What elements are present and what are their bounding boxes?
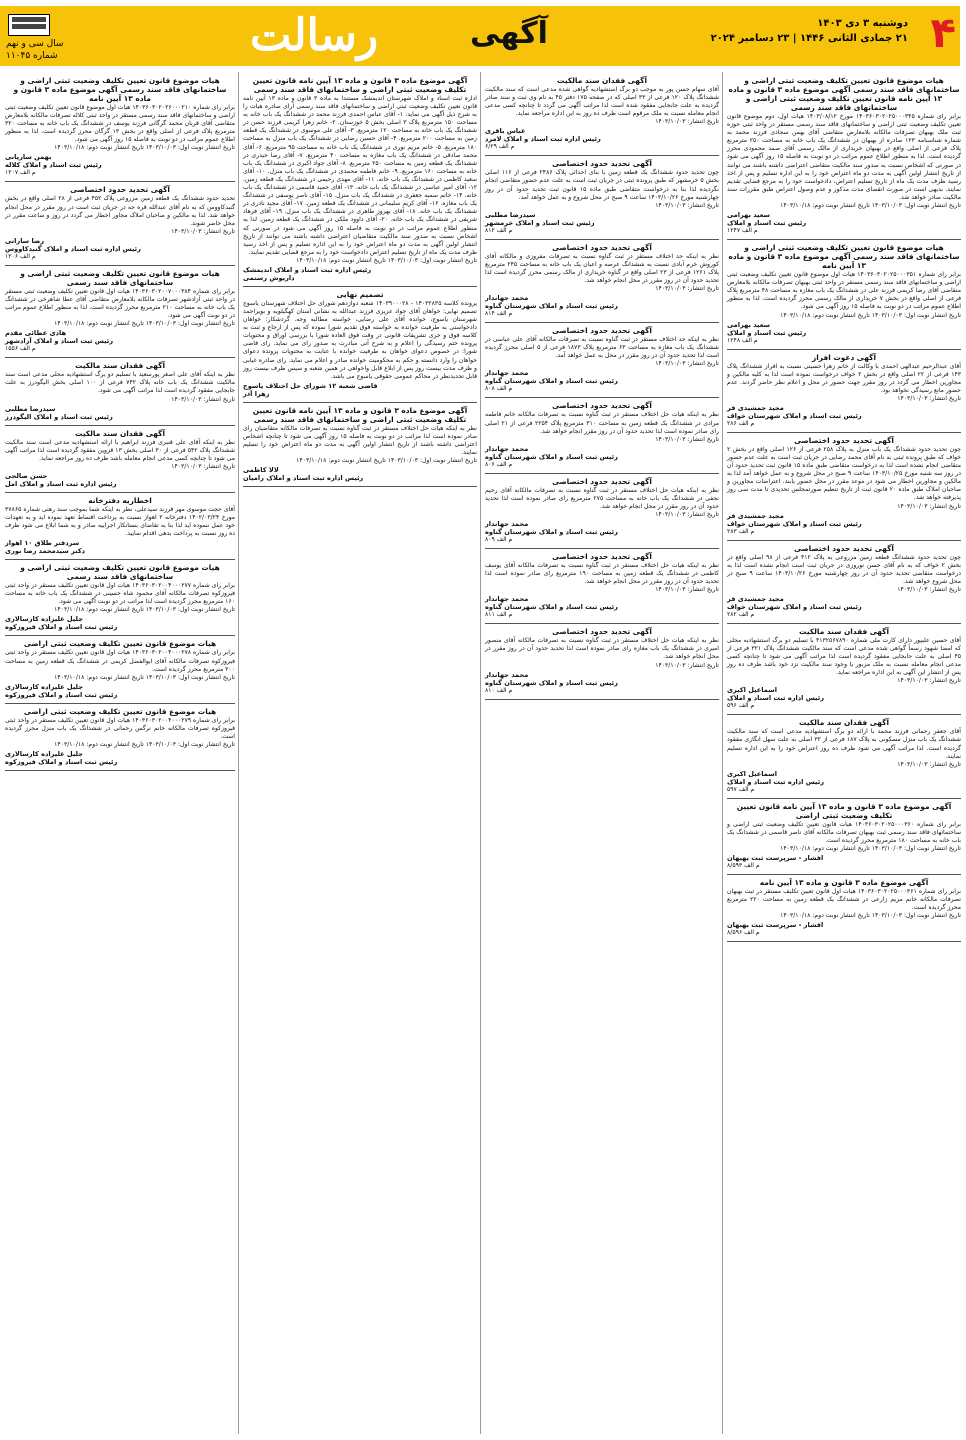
legal-notice: [5, 639, 235, 698]
notice-reference: م الف ۲۸۲: [727, 610, 755, 618]
notice-divider: [243, 486, 477, 487]
notice-title: هیات موضوع قانون تعیین تکلیف وضعیت ثبتی اراضی: [23, 639, 217, 649]
columns: [0, 72, 966, 1440]
notice-divider: [727, 874, 961, 875]
notice-date: تاریخ انتشار نوبت اول: ۱۴۰۳/۱۰/۰۳ تاریخ انتشار نوبت دوم: ۱۴۰۳/۱۰/۱۸: [54, 144, 235, 152]
legal-notice: [485, 76, 719, 151]
notice-title: اخطاریه دفترخانه: [88, 495, 152, 505]
date-line-1: دوشنبه ۳ دی ۱۴۰۳: [817, 18, 908, 29]
notice-title: آگهی فقدان سند مالکیت: [557, 76, 647, 85]
legal-notice: [5, 429, 235, 488]
notice-organization: رئیس ثبت اسناد و املاک شهرستان گناوه: [485, 603, 618, 612]
notice-organization: دکتر سیدمحمد رضا نوری: [5, 547, 86, 556]
legal-notice: [243, 406, 477, 482]
masthead: [0, 0, 966, 72]
column-3: [240, 72, 480, 1440]
notice-reference: م الف ۱۲۴۸: [727, 336, 758, 344]
notice-body: نظر به اینکه حد اختلاف مستقر در ثبت گناوه نسبت به تصرفات مالکانه آقای علی عباسی در ششدانگ یک باب مغازه به مساحت ۶۳ مترمربع پلاک ۱۸۷۳ فرعی از ۵ اصلی محرز گردیده است لذا تحدید حدود آن در روز مقرر در محل به عمل خواهد آمد.: [485, 336, 720, 360]
legal-notice: [485, 159, 719, 234]
notice-divider: [5, 703, 235, 704]
notice-signatory: سردفتر طلاق ۱۰ اهواز: [5, 539, 80, 548]
notice-date: تاریخ انتشار: ۱۴۰۳/۱۰/۰۳: [655, 360, 719, 368]
legal-notice: [727, 718, 961, 793]
notice-body: نظر به اینکه هیات حل اختلاف مستقر در ثبت گناوه نسبت به تصرفات مالکانه خانم فاطمه مرادی در ششدانگ یک قطعه زمین به مساحت ۳۱۰ مترمربع پلاک ۲۲۵۴ فرعی از ۲۱ اصلی رای صادر نموده است لذا تحدید حدود آن در روز مقرر انجام خواهد شد.: [485, 411, 719, 435]
column-1: [724, 72, 964, 1440]
legal-notice: [727, 544, 961, 619]
notice-organization: رئیس اداره ثبت اسناد و املاک: [727, 694, 824, 703]
notice-divider: [5, 635, 235, 636]
notice-divider: [5, 492, 235, 493]
notice-title: تصمیم نهایی: [336, 289, 384, 299]
notice-signatory: هادی عطائی مقدم: [5, 329, 67, 338]
date-line-2: ۲۱ جمادی الثانی ۱۴۴۶ | ۲۳ دسامبر ۲۰۲۴: [710, 33, 908, 44]
legal-notice: [5, 707, 235, 766]
notice-body: آقای حسین علیپور دارای کارت ملی شماره ۴۱۳۲۵۶۷۸۹۰ با تسلیم دو برگ استشهادیه محلی که امضا شهود رسماً گواهی شده مدعی است که سند مالکیت ششدانگ پلاک ۳۲۱ فرعی از ۴۵ اصلی به علت جابجایی مفقود گردیده است لذا مراتب آگهی می شود تا چنانچه کسی مدعی انجام معامله نسبت به ملک مزبور یا وجود سند مالکیت نزد خود باشد ظرف ده روز پس از انتشار این آگهی به این اداره مراجعه نماید.: [727, 636, 961, 677]
notice-signatory: سیدرضا مطلبی: [5, 404, 56, 413]
notice-body: برابر رای شماره ۱۴۰۳۶۰۳۰۲۰۲۶۰۰۰۲۱۰ هیات اول موضوع قانون تعیین تکلیف وضعیت ثبتی اراضی و ساختمانهای فاقد سند رسمی مستقر در واحد ثبتی کلاله تصرفات مالکانه بلامعارض متقاضی آقای قربان محمد گرگانی فرزند یوسف در ششدانگ یک باب خانه به مساحت ۳۲۰ مترمربع پلاک فرعی از اصلی واقع در بخش ۱۳ گرگان محرز گردیده است. لذا به منظور اطلاع عموم مراتب در دو نوبت به فاصله ۱۵ روز آگهی می شود.: [5, 104, 235, 144]
notice-organization: رئیس ثبت اسناد و املاک شهرستان خواف: [727, 411, 862, 420]
notice-divider: [485, 397, 719, 398]
notice-organization: رئیس اداره ثبت اسناد و املاک امل: [5, 479, 117, 488]
notice-date: تاریخ انتشار نوبت اول: ۱۴۰۳/۱۰/۰۳ تاریخ انتشار نوبت دوم: ۱۴۰۳/۱۰/۱۸: [780, 845, 961, 853]
notice-reference: م الف ۸۱۲: [485, 226, 513, 234]
notice-organization: رئیس ثبت اسناد و املاک فیروزکوه: [5, 758, 118, 766]
notice-divider: [727, 540, 961, 541]
notice-title: آگهی موضوع ماده ۳ قانون و ماده ۱۳ آیین نامه قانون تعیین تکلیف وضعیت ثبتی اراضی و ساختمانهای فاقد سند رسمی: [252, 405, 468, 424]
notice-signatory: مجید جمشیدی فر: [727, 594, 784, 603]
notice-organization: زهرا آذر: [243, 389, 270, 398]
notice-signatory: جلیل علیزاده کارسالاری: [5, 750, 83, 758]
notice-divider: [5, 181, 235, 182]
notice-title: آگهی موضوع ماده ۳ قانون و ماده ۱۳ آیین نامه قانون تعیین تکلیف وضعیت ثبتی اراضی: [736, 801, 952, 820]
notice-organization: رئیس اداره ثبت اسناد و املاک رامیان: [243, 474, 364, 483]
notice-body: نظر به اینکه هیات حل اختلاف مستقر در ثبت گناوه نسبت به تصرفات مالکانه آقای رحیم نجفی در ششدانگ یک باب خانه به مساحت ۲۷۵ مترمربع رای صادر نموده است لذا تحدید حدود آن در روز مقرر در محل انجام خواهد شد.: [485, 486, 719, 510]
notice-date: تاریخ انتشار: ۱۴۰۳/۱۰/۰۳: [655, 118, 719, 126]
notice-title: هیات موضوع قانون تعیین تکلیف وضعیت ثبتی اراضی و ساختمانهای فاقد سند رسمی: [20, 563, 220, 582]
notice-organization: رئیس ثبت اسناد و املاک آزادشهر: [5, 337, 114, 346]
notice-date: تاریخ انتشار: ۱۴۰۳/۱۰/۰۳: [655, 510, 719, 518]
notice-organization: رئیس اداره ثبت اسناد و املاک لامرد: [485, 135, 601, 144]
notice-title: آگهی تحدید حدود اختصاصی: [552, 551, 652, 561]
notice-reference: م الف ۸۱۰: [485, 686, 513, 694]
notice-body: اداره ثبت اسناد و املاک شهرستان اندیمشک مستندا به ماده ۳ قانون و ماده ۱۳ آیین نامه قانون تعیین تکلیف وضعیت ثبتی اراضی و ساختمانهای فاقد سند رسمی آرای صادره هیات را به شرح ذیل آگهی می نماید: ۱- آقای عباس احمدی فرزند محمد در ششدانگ یک باب خانه به مساحت ۱۵۰ مترمربع پلاک ۳ اصلی بخش ۵ خوزستان. ۲- خانم زهرا کریمی فرزند حسن در ششدانگ یک باب خانه به مساحت ۱۲۰ مترمربع. ۳- آقای علی موسوی در ششدانگ یک قطعه زمین به مساحت ۲۰۰ مترمربع. ۴- آقای حسین رضایی در ششدانگ یک باب منزل به مساحت ۱۸۰ مترمربع. ۵- خانم مریم نوری در ششدانگ یک باب خانه به مساحت ۹۵ مترمربع. ۶- آقای محمد صادقی در ششدانگ یک باب مغازه به مساحت ۴۰ مترمربع. ۷- آقای رضا حیدری در ششدانگ یک قطعه زمین به مساحت ۲۵۰ مترمربع. ۸- آقای جواد اکبری در ششدانگ یک باب خانه به مساحت ۱۶۰ مترمربع. ۹- خانم فاطمه محمدی در ششدانگ یک باب منزل. ۱۰- آقای سعید کاظمی در ششدانگ یک باب خانه. ۱۱- آقای مهدی رحیمی در ششدانگ یک قطعه زمین. ۱۲- آقای امیر عباسی در ششدانگ یک باب خانه. ۱۳- آقای حمید قاسمی در ششدانگ یک باب خانه. ۱۴- خانم سمیه جعفری در ششدانگ یک باب منزل. ۱۵- آقای ناصر یوسفی در ششدانگ یک باب مغازه. ۱۶- آقای کریم سلیمانی در ششدانگ یک قطعه زمین. ۱۷- آقای مجید نادری در ششدانگ یک باب خانه. ۱۸- آقای بهروز طاهری در ششدانگ یک باب منزل. ۱۹- آقای فرهاد شریفی در ششدانگ یک باب خانه. ۲۰- آقای داوود ملکی در ششدانگ یک قطعه زمین. لذا به منظور اطلاع عموم مراتب در دو نوبت به فاصله ۱۵ روز آگهی می شود در صورتی که اشخاص نسبت به صدور سند مالکیت متقاضیان اعتراضی داشته باشند می توانند از تاریخ انتشار اولین آگهی به مدت دو ماه اعتراض خود را به این اداره تسلیم و پس از اخذ رسید ظرف مدت یک ماه از تاریخ تسلیم اعتراض دادخواست خود را به مرجع قضایی تقدیم نمایند.: [243, 95, 478, 256]
legal-notice: [485, 477, 719, 544]
notice-title: آگهی تحدید حدود اختصاصی: [794, 543, 894, 553]
notice-signatory: بهمن ساریانی: [5, 153, 52, 162]
notice-reference: م الف ۸۰۶: [485, 460, 513, 468]
notice-signatory: افشار - سرپرست ثبت بهبهان: [727, 921, 824, 930]
notice-body: چون تحدید حدود ششدانگ قطعه زمین مزروعی به پلاک ۴۱۲ فرعی از ۹۸ اصلی واقع در بخش ۲ خواف که به نام آقای حسن نوروزی در جریان ثبت است انجام نشده است لذا به درخواست متقاضی تحدید حدود آن در روز چهارشنبه مورخ ۱۴۰۳/۱۰/۲۶ ساعت ۹ صبح در محل شروع خواهد شد.: [727, 553, 961, 585]
notice-divider: [727, 941, 961, 942]
notice-body: تحدید حدود ششدانگ یک قطعه زمین مزروعی پلاک ۴۵۲ فرعی از ۲۸ اصلی واقع در بخش گنبدکاووس که به نام آقای عبدالله قره جه در جریان ثبت است در روز مقرر در محل انجام خواهد شد. لذا به مالکین و صاحبان املاک مجاور اخطار می گردد در روز و ساعت مقرر در محل حاضر شوند.: [5, 195, 235, 227]
notice-title: آگهی تحدید حدود اختصاصی: [552, 159, 652, 169]
notice-reference: م الف ۱۵۵۶: [5, 345, 36, 353]
notice-date: تاریخ انتشار: ۱۴۰۳/۱۰/۰۳: [655, 586, 719, 594]
notice-title: آگهی فقدان سند مالکیت: [75, 361, 165, 371]
notice-organization: رئیس ثبت اسناد و املاک شهرستان گناوه: [485, 678, 618, 687]
notice-divider: [485, 473, 719, 474]
notice-divider: [727, 798, 961, 799]
notice-body: چون تحدید حدود ششدانگ یک باب منزل به پلاک ۲۵۸ فرعی از ۱۲۶ اصلی واقع در بخش ۲ خواف که طبق پرونده ثبتی به نام آقای محمد رضایی در جریان ثبت است به علت عدم حضور متقاضی انجام نشده است لذا به درخواست متقاضی طبق ماده ۱۵ قانون ثبت تحدید حدود آن در روز سه شنبه مورخ ۱۴۰۳/۱۰/۲۵ ساعت ۹ صبح در محل شروع و به عمل خواهد آمد لذا به مالکین و مجاورین اخطار می شود در موعد مقرر در محل حضور یابند. اعتراضات مجاورین و صاحبان املاک طبق ماده ۲۰ قانون ثبت از تاریخ تنظیم صورتمجلس تحدیدی تا مدت سی روز پذیرفته خواهد شد.: [727, 445, 961, 502]
notice-signatory: مجید جمشیدی فر: [727, 403, 784, 412]
notice-body: آقای جعفر رحمانی فرزند محمد با ارائه دو برگ استشهادیه مدعی است که سند مالکیت ششدانگ یک باب منزل مسکونی به پلاک ۱۸۷ فرعی از ۳۲ اصلی به علت سهل انگاری مفقود گردیده است. لذا مراتب آگهی می شود ظرف ده روز اعتراض خود را به این اداره تسلیم نمایند.: [727, 728, 962, 760]
notice-body: برابر رای شماره ۱۴۰۳۶۰۳۰۲۰۰۴۰۰۰۲۷۸ هیات اول قانون تعیین تکلیف مستقر در واحد ثبتی فیروزکوه تصرفات مالکانه آقای ابوالفضل کریمی در ششدانگ یک قطعه زمین به مساحت ۳۰۰ مترمربع محرز گردیده است.: [5, 649, 235, 673]
notice-divider: [243, 402, 477, 403]
notice-divider: [5, 357, 235, 358]
notice-reference: م الف ۸۱۱: [485, 611, 513, 619]
notice-date: تاریخ انتشار: ۱۴۰۳/۱۰/۰۳: [897, 760, 961, 768]
notice-organization: رئیس ثبت اسناد و املاک شهرستان گناوه: [485, 527, 618, 536]
notice-divider: [727, 714, 961, 715]
legal-notice: [243, 76, 477, 282]
notice-signatory: محمد جهاندار: [485, 595, 529, 604]
notice-signatory: عباس باقری: [485, 127, 526, 136]
notice-title: هیات موضوع قانون تعیین تکلیف وضعیت ثبتی اراضی: [23, 706, 217, 716]
notice-body: پرونده کلاسه ۱۴۰۳۲۸۳۵ - ۱۴۰۳۹۰۰۰۲۸ شعبه دوازدهم شورای حل اختلاف شهرستان یاسوج تصمیم نهایی: خواهان آقای جواد عزیزی فرزند عبدالله به نشانی استان کهگیلویه و بویراحمد شهرستان یاسوج، خوانده آقای علی رضایی، خواسته مطالبه وجه. گردشکار: خواهان دادخواستی به طرفیت خوانده به خواسته فوق تقدیم شورا نموده که پس از ارجاع و ثبت به کلاسه فوق و جری تشریفات قانونی در وقت فوق العاده شورا با بررسی اوراق و محتویات پرونده ختم رسیدگی را اعلام و به شرح آتی مبادرت به صدور رای می نماید. رای قاضی شورا: در خصوص دعوای خواهان به طرفیت خوانده با عنایت به محتویات پرونده دعوای خواهان را وارد دانسته و حکم به محکومیت خوانده صادر و اعلام می نماید. رای صادره غیابی و ظرف مدت بیست روز پس از ابلاغ قابل واخواهی در همین شعبه و سپس ظرف بیست روز قابل تجدیدنظر در محاکم عمومی حقوقی یاسوج می باشد.: [243, 299, 478, 380]
notice-signatory: اسماعیل اکبری: [727, 686, 777, 695]
notice-signatory: سعید بهرامی: [727, 211, 770, 220]
notice-signatory: سعید بهرامی: [727, 320, 770, 329]
notice-body: برابر رای شماره ۱۴۰۳۶۰۳۰۲۰۰۷۰۰۰۳۸۴ هیات اول قانون تعیین تکلیف وضعیت ثبتی مستقر در واحد ثبتی آزادشهر تصرفات مالکانه بلامعارض متقاضی آقای عطا شاهرخی در ششدانگ یک باب خانه به مساحت ۲۱۰ مترمربع محرز گردیده است. لذا به منظور اطلاع عموم مراتب در دو نوبت آگهی می شود.: [5, 287, 235, 320]
legal-notice: [5, 361, 235, 420]
section-title: آگهی: [470, 16, 548, 51]
notice-signatory: رئیس اداره ثبت اسناد و املاک اندیمشک: [243, 265, 372, 274]
notice-date: تاریخ انتشار نوبت اول: ۱۴۰۳/۱۰/۰۳ تاریخ انتشار نوبت دوم: ۱۴۰۳/۱۰/۱۸: [54, 673, 235, 681]
legal-notice: [727, 353, 961, 428]
notice-signatory: رضا سارانی: [5, 236, 45, 245]
notice-date: تاریخ انتشار: ۱۴۰۳/۱۰/۰۳: [171, 227, 235, 235]
notice-divider: [727, 239, 961, 240]
notice-title: آگهی موضوع ماده ۳ قانون و ماده ۱۳ آیین نامه قانون تعیین تکلیف وضعیت ثبتی اراضی و ساختمانهای فاقد سند رسمی: [252, 76, 468, 94]
notice-body: نظر به اینکه حد اختلاف مستقر در ثبت گناوه نسبت به تصرفات مفروزی و مالکانه آقای کوروش خرم آبادی نسبت به ششدانگ عرصه و اعیان یک باب خانه به مساحت ۲۴۵ مترمربع پلاک ۱۲۶۱ فرعی از ۲۳ اصلی واقع در گناوه خریداری از مالک رسمی محرز گردیده است لذا تحدید حدود آن در روز مقرر در محل انجام خواهد شد.: [485, 252, 719, 285]
notice-organization: رئیس ثبت اسناد و املاک شهرستان خواف: [727, 519, 862, 528]
notice-body: نظر به اینکه هیات حل اختلاف مستقر در ثبت گناوه نسبت به تصرفات مالکانه آقای یوسف کاظمی در ششدانگ یک قطعه زمین به مساحت ۱۹۰ مترمربع رای صادر نموده است لذا تحدید حدود آن در روز مقرر در محل انجام خواهد شد.: [485, 561, 719, 586]
notice-divider: [5, 559, 235, 560]
notice-reference: م الف ۲۸۶: [727, 419, 755, 427]
notice-body: برابر رای شماره ۱۴۰۳۶۰۳۰۲۰۲۵۰۰۰۳۵۱ هیات اول موضوع قانون تعیین تکلیف وضعیت ثبتی اراضی و ساختمانهای فاقد سند رسمی مستقر در واحد ثبتی بهبهان تصرفات مالکانه بلامعارض متقاضی آقای رضا کریمی فرزند علی در ششدانگ یک باب مغازه به مساحت ۴۸ مترمربع پلاک فرعی از اصلی واقع در بخش ۷ خریداری از مالک رسمی محرز گردیده است. لذا به منظور اطلاع عموم مراتب در دو نوبت به فاصله ۱۵ روز آگهی می شود.: [727, 271, 961, 311]
notice-body: آقای حجت موسوی مهر فرزند سیدعلی، نظر به اینکه شما بموجب سند رهنی شماره ۳۷۸۶۵ مورخ ۱۴۰۲/۰۳/۲۴ دفترخانه ۲ اهواز نسبت به پرداخت اقساط تعهد نموده اید و به تعهدات خود عمل ننموده اید لذا بنا به تقاضای بستانکار اجراییه صادر و به شما ابلاغ می شود ظرف ده روز نسبت به پرداخت بدهی اقدام نمایید.: [5, 505, 235, 538]
notice-signatory: لالا کاظمی: [243, 466, 279, 475]
notice-reference: م الف ۵۹۷: [727, 785, 755, 793]
notice-date: تاریخ انتشار نوبت اول: ۱۴۰۳/۱۰/۰۳ تاریخ انتشار نوبت دوم: ۱۴۰۳/۱۰/۱۸: [54, 320, 235, 328]
notice-date: تاریخ انتشار نوبت اول: ۱۴۰۳/۱۰/۰۳ تاریخ انتشار نوبت دوم: ۱۴۰۳/۱۰/۱۸: [296, 457, 477, 465]
legal-notice: [5, 496, 235, 555]
notice-organization: رئیس ثبت اسناد و املاک خرمشهر: [485, 218, 595, 227]
notice-title: آگهی تحدید حدود اختصاصی: [552, 401, 652, 411]
notice-body: چون تحدید حدود ششدانگ یک قطعه زمین با بنای احداثی پلاک ۲۴۸۶ فرعی از ۱۱۶ اصلی بخش ۵ خرمشهر که طبق پرونده ثبتی در جریان ثبت است به علت عدم حضور متقاضی انجام نگردیده لذا بنا به درخواست متقاضی طبق ماده ۱۵ قانون ثبت تحدید حدود آن در روز چهارشنبه مورخ ۱۴۰۳/۱۰/۲۶ ساعت ۹ صبح در محل شروع و به عمل خواهد آمد.: [485, 169, 720, 201]
notice-date: تاریخ انتشار نوبت اول: ۱۴۰۳/۱۰/۰۳ تاریخ انتشار نوبت دوم: ۱۴۰۳/۱۰/۱۸: [296, 256, 477, 264]
notice-signatory: اسماعیل اکبری: [727, 769, 777, 778]
legal-notice: [5, 76, 235, 177]
notice-divider: [485, 548, 719, 549]
notice-date: تاریخ انتشار: ۱۴۰۳/۱۰/۰۳: [897, 394, 961, 402]
notice-signatory: محمد جهاندار: [485, 519, 529, 528]
notice-signatory: افشار - سرپرست ثبت بهبهان: [727, 854, 824, 863]
legal-notice: [727, 627, 961, 710]
notice-body: برابر رای شماره ۱۴۰۳۶۰۳۰۲۰۰۴۰۰۰۲۷۷ هیات اول قانون تعیین تکلیف مستقر در واحد ثبتی فیروزکوه تصرفات مالکانه آقای محمود شاه حسینی در ششدانگ یک باب خانه به مساحت ۱۶۰ مترمربع محرز گردیده است لذا مراتب در دو نوبت آگهی می شود.: [5, 582, 235, 606]
notice-title: آگهی تحدید حدود اختصاصی: [70, 185, 170, 195]
notice-signatory: قاضی شعبه ۱۲ شورای حل اختلاف یاسوج: [243, 381, 378, 390]
notice-reference: م الف ۱۲۰۷: [5, 169, 36, 177]
legal-notice: [5, 563, 235, 631]
notice-reference: م الف ۶/۲۹: [485, 143, 515, 151]
notice-title: آگهی دعوت افراز: [812, 352, 876, 362]
notice-organization: داریوش رستمی: [243, 273, 295, 282]
notice-body: آقای عبدالرحیم عبدالهی احمدی با وکالت از خانم زهرا حسینی نسبت به افراز ششدانگ پلاک ۱۴۳ فرعی از ۲۲ اصلی واقع در بخش ۲ خواف درخواست نموده است لذا به کلیه مالکین و مجاورین اخطار می گردد در روز مقرر جهت حضور در محل و اعلام نظر حاضر گردند. عدم حضور مانع رسیدگی نخواهد بود.: [727, 362, 962, 394]
notice-date: تاریخ انتشار نوبت اول: ۱۴۰۳/۱۰/۰۳ تاریخ انتشار نوبت دوم: ۱۴۰۳/۱۰/۱۸: [780, 311, 961, 319]
legal-notice: [485, 627, 719, 694]
notice-body: برابر رای شماره ۱۴۰۳۶۰۳۰۲۰۲۵۰۰۰۳۴۵ مورخ ۱۴۰۳/۰۸/۱۲ هیات اول، دوم موضوع قانون تعیین تکلیف وضعیت ثبتی اراضی و ساختمانهای فاقد سند رسمی مستقر در واحد ثبتی حوزه ثبت ملک بهبهان تصرفات مالکانه بلامعارض متقاضی آقای بهمن سجادی فرزند محمد به شماره شناسنامه ۱۲۳ صادره از بهبهان در ششدانگ یک باب خانه به مساحت ۲۵۰ مترمربع پلاک فرعی از اصلی واقع در بهبهان خریداری از مالک رسمی آقای صمد محمودی محرز گردیده است. لذا به منظور اطلاع عموم مراتب در دو نوبت به فاصله ۱۵ روز آگهی می شود در صورتی که اشخاص نسبت به صدور سند مالکیت متقاضی اعتراضی داشته باشند می توانند از تاریخ انتشار اولین آگهی به مدت دو ماه اعتراض خود را به این اداره تسلیم و پس از اخذ رسید ظرف مدت یک ماه از تاریخ تسلیم اعتراض، دادخواست خود را به مرجع قضایی تقدیم نمایند. بدیهی است در صورت انقضای مدت مذکور و عدم وصول اعتراض طبق مقررات سند مالکیت صادر خواهد شد.: [727, 113, 962, 201]
notice-title: هیات موضوع قانون تعیین تکلیف وضعیت ثبتی اراضی و ساختمانهای فاقد سند رسمی آگهی موضوع ماده ۳ قانون و ماده ۱۳ آیین نامه قانون تعیین تکلیف وضعیت ثبتی اراضی و ساختمانهای فاقد سند رسمی: [728, 76, 960, 112]
notice-divider: [243, 286, 477, 287]
legal-notice: [5, 185, 235, 260]
notice-title: هیات موضوع قانون تعیین تکلیف وضعیت ثبتی اراضی و ساختمانهای فاقد سند رسمی آگهی موضوع ماده ۳ قانون و ماده ۱۳ آیین نامه: [13, 76, 227, 103]
notice-date: تاریخ انتشار: ۱۴۰۳/۱۰/۰۳: [897, 502, 961, 510]
notice-organization: رئیس ثبت اسناد و املاک الیگودرز: [5, 412, 113, 421]
date-block: [711, 16, 908, 46]
notice-divider: [485, 623, 719, 624]
notice-reference: م الف ۸/۵۹۶: [727, 929, 760, 937]
notice-reference: م الف ۸۰۸: [485, 385, 513, 393]
notice-organization: رئیس ثبت اسناد و املاک شهرستان گناوه: [485, 452, 618, 461]
issue-year: سال سی و نهم: [6, 39, 64, 49]
notice-organization: رئیس ثبت اسناد و املاک فیروزکوه: [5, 690, 118, 699]
notice-signatory: محمد جهاندار: [485, 670, 529, 679]
legal-notice: [485, 326, 719, 393]
newspaper-logo: رسالت: [250, 10, 379, 61]
notice-date: تاریخ انتشار: ۱۴۰۳/۱۰/۰۳: [655, 201, 719, 209]
notice-signatory: محمد جهاندار: [485, 294, 529, 303]
notice-date: تاریخ انتشار نوبت اول: ۱۴۰۳/۱۰/۰۳ تاریخ انتشار نوبت دوم: ۱۴۰۳/۱۰/۱۸: [54, 741, 235, 748]
notice-signatory: محمد جهاندار: [485, 444, 529, 453]
legal-notice: [243, 290, 477, 398]
notice-date: تاریخ انتشار: ۱۴۰۳/۱۰/۰۳: [897, 585, 961, 593]
notice-title: آگهی فقدان سند مالکیت: [799, 718, 889, 728]
notice-divider: [5, 265, 235, 266]
notice-body: برابر رای شماره ۱۴۰۳۶۰۳۰۲۰۲۵۰۰۰۳۶۰ هیات قانون تعیین تکلیف وضعیت ثبتی اراضی و ساختمانهای فاقد سند رسمی ثبت بهبهان تصرفات مالکانه آقای ناصر قاسمی در ششدانگ یک باب خانه به مساحت ۱۸۰ مترمربع محرز گردیده است.: [727, 820, 961, 844]
notice-body: برابر رای شماره ۱۴۰۳۶۰۳۰۲۰۲۵۰۰۰۳۶۱ هیات اول قانون تعیین تکلیف مستقر در ثبت بهبهان تصرفات مالکانه خانم مریم زارعی در ششدانگ یک قطعه زمین به مساحت ۲۲۰ مترمربع محرز گردیده است.: [727, 888, 961, 912]
column-2: [482, 72, 722, 1440]
page-number: ۴: [930, 8, 956, 57]
notice-divider: [5, 425, 235, 426]
notice-body: نظر به اینکه هیات حل اختلاف مستقر در ثبت گناوه نسبت به تصرفات مالکانه آقای منصور امیری در ششدانگ یک باب مغازه رای صادر نموده است لذا تحدید حدود آن در روز مقرر در محل انجام خواهد شد.: [485, 637, 719, 661]
notice-body: نظر به اینکه آقای علی اصغر پورسعید با تسلیم دو برگ استشهادیه محلی مدعی است سند مالکیت ششدانگ یک باب خانه پلاک ۷۴۲ فرعی از ۱۰۰ اصلی بخش الیگودرز به علت جابجایی مفقود گردیده است لذا مراتب آگهی می شود.: [5, 371, 235, 395]
notice-body: نظر به اینکه هیات حل اختلاف مستقر در ثبت گناوه نسبت به تصرفات مالکانه متقاضیان رای صادر نموده است لذا مراتب در دو نوبت به فاصله ۱۵ روز آگهی می شود تا چنانچه اشخاص اعتراضی داشته باشند از تاریخ انتشار اولین آگهی به مدت دو ماه اعتراض خود را تسلیم نمایند.: [243, 424, 477, 457]
notice-date: تاریخ انتشار: ۱۴۰۳/۱۰/۰۳: [897, 677, 961, 685]
notice-organization: رئیس ثبت اسناد و املاک: [727, 219, 807, 228]
legal-notice: [485, 401, 719, 468]
notice-divider: [727, 349, 961, 350]
legal-notice: [727, 76, 961, 235]
notice-divider: [5, 770, 235, 771]
notice-title: آگهی فقدان سند مالکیت: [799, 626, 889, 636]
notice-date: تاریخ انتشار: ۱۴۰۳/۱۰/۰۳: [655, 661, 719, 669]
notice-divider: [485, 322, 719, 323]
notice-title: آگهی تحدید حدود اختصاصی: [552, 476, 652, 486]
notice-signatory: سیدرضا مطلبی: [485, 210, 536, 219]
notice-title: آگهی تحدید حدود اختصاصی: [794, 435, 894, 445]
notice-organization: رئیس ثبت اسناد و املاک: [727, 328, 807, 337]
issue-number: شماره ۱۱۰۴۵: [6, 51, 58, 61]
notice-body: آقای سهام حسن پور به موجب دو برگ استشهادیه گواهی شده مدعی است که سند مالکیت ششدانگ پلاک ۱۲۰ فرعی از ۳۳ اصلی که در صفحه ۱۷۵ دفتر ۴۵ به نام وی ثبت و سند صادر گردیده به علت جابجایی مفقود شده است لذا مراتب آگهی می گردد تا چنانچه کسی مدعی انجام معامله نسبت به ملک مرقوم است ظرف ده روز به این اداره مراجعه نماید.: [485, 86, 720, 118]
notice-organization: رئیس اداره ثبت اسناد و املاک: [727, 777, 824, 786]
notice-date: تاریخ انتشار نوبت اول: ۱۴۰۳/۱۰/۰۳ تاریخ انتشار نوبت دوم: ۱۴۰۳/۱۰/۱۸: [54, 606, 235, 614]
notice-body: نظر به اینکه آقای علی قنبری فرزند ابراهیم با ارائه استشهادیه مدعی است سند مالکیت ششدانگ پلاک ۵۴۲ فرعی از ۳۰ اصلی بخش ۱۳ قزوین مفقود گردیده است لذا مراتب آگهی می شود تا چنانچه کسی مدعی انجام معامله باشد ظرف ده روز مراجعه نماید.: [5, 438, 236, 462]
notice-reference: م الف ۸/۵۹۳: [727, 862, 760, 870]
legal-notice: [485, 243, 719, 318]
small-logo-icon: [8, 14, 50, 36]
notice-reference: م الف ۵۹۶: [727, 702, 755, 710]
notice-signatory: حسن صالحی: [5, 471, 48, 480]
notice-title: آگهی موضوع ماده ۳ قانون و ماده ۱۳ آیین نامه: [759, 878, 929, 888]
notice-reference: م الف ۸۰۹: [485, 535, 513, 543]
notice-date: تاریخ انتشار: ۱۴۰۳/۱۰/۰۳: [171, 462, 235, 470]
notice-organization: رئیس اداره ثبت اسناد و املاک گنبدکاووس: [5, 244, 141, 253]
notice-divider: [485, 699, 719, 700]
legal-notice: [727, 878, 961, 937]
issue-info: [6, 38, 63, 62]
notice-organization: رئیس ثبت اسناد و املاک شهرستان گناوه: [485, 377, 618, 386]
notice-divider: [485, 155, 719, 156]
notice-signatory: جلیل علیزاده کارسالاری: [5, 615, 83, 624]
notice-signatory: جلیل علیزاده کارسالاری: [5, 682, 83, 691]
notice-signatory: مجید جمشیدی فر: [727, 511, 784, 520]
notice-reference: م الف ۸۱۴: [485, 310, 513, 318]
notice-title: هیات موضوع قانون تعیین تکلیف وضعیت ثبتی اراضی و ساختمانهای فاقد سند رسمی آگهی موضوع ماده ۳ قانون و ماده ۱۳ آیین نامه: [728, 243, 960, 271]
notice-organization: رئیس ثبت اسناد و املاک کلاله: [5, 161, 102, 170]
legal-notice: [5, 269, 235, 353]
notice-date: تاریخ انتشار نوبت اول: ۱۴۰۳/۱۰/۰۳ تاریخ انتشار نوبت دوم: ۱۴۰۳/۱۰/۱۸: [780, 912, 961, 920]
notice-title: آگهی تحدید حدود اختصاصی: [552, 627, 652, 637]
legal-notice: [727, 436, 961, 536]
notice-title: هیات موضوع قانون تعیین تکلیف وضعیت ثبتی اراضی و ساختمانهای فاقد سند رسمی: [20, 268, 220, 287]
notice-date: تاریخ انتشار نوبت اول: ۱۴۰۳/۱۰/۰۳ تاریخ انتشار نوبت دوم: ۱۴۰۳/۱۰/۱۸: [780, 202, 961, 210]
legal-notice: [485, 552, 719, 619]
notice-signatory: محمد جهاندار: [485, 369, 529, 378]
legal-notice: [727, 802, 961, 870]
legal-notice: [727, 243, 961, 344]
column-4: [2, 72, 238, 1440]
notice-reference: م الف ۱۲۴۷: [727, 227, 758, 235]
notice-title: آگهی فقدان سند مالکیت: [75, 428, 165, 438]
notice-title: آگهی تحدید حدود اختصاصی: [552, 242, 652, 252]
notice-body: برابر رای شماره ۱۴۰۳۶۰۳۰۲۰۰۴۰۰۰۲۷۹ هیات اول قانون تعیین تکلیف مستقر در واحد ثبتی فیروزکوه تصرفات مالکانه خانم نرگس رحمانی در ششدانگ یک باب منزل محرز گردیده است.: [5, 716, 235, 740]
notice-organization: رئیس ثبت اسناد و املاک شهرستان خواف: [727, 602, 862, 611]
notice-divider: [727, 623, 961, 624]
notice-date: تاریخ انتشار: ۱۴۰۳/۱۰/۰۳: [655, 435, 719, 443]
notice-divider: [485, 239, 719, 240]
notice-title: آگهی تحدید حدود اختصاصی: [552, 326, 652, 336]
notice-organization: رئیس ثبت اسناد و املاک فیروزکوه: [5, 623, 118, 632]
notice-reference: م الف ۱۲۰۶: [5, 252, 36, 260]
notice-reference: م الف ۲۸۳: [727, 527, 755, 535]
notice-date: تاریخ انتشار: ۱۴۰۳/۱۰/۰۳: [171, 395, 235, 403]
notice-divider: [727, 432, 961, 433]
notice-organization: رئیس ثبت اسناد و املاک شهرستان گناوه: [485, 302, 618, 311]
notice-date: تاریخ انتشار: ۱۴۰۳/۱۰/۰۳: [655, 285, 719, 293]
